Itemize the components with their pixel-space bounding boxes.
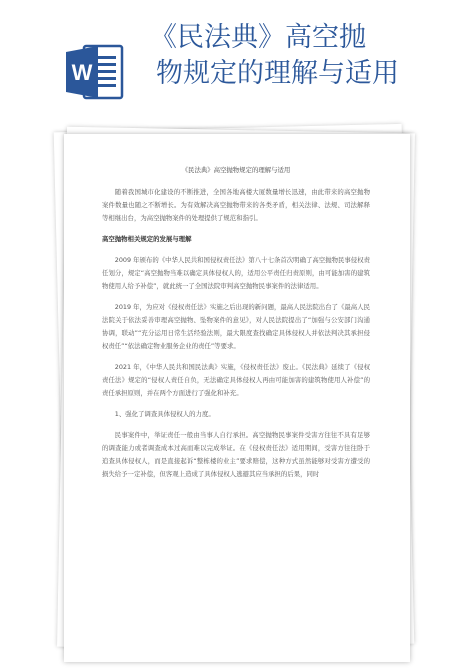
document-title: 《民法典》高空抛物规定的理解与适用 <box>181 166 291 174</box>
header-banner <box>0 0 474 118</box>
section-heading: 高空抛物相关规定的发展与理解 <box>102 235 192 243</box>
page-title <box>150 20 470 92</box>
paragraph-2009: 2009 年颁布的《中华人民共和国侵权责任法》第八十七条首次明确了高空抛物民事侵权责任划分，规定“高空抛物当难以确定具体侵权人的，适用公平责任归责原则，由可能加害的建筑物使用人给予补偿”，就此统一了全国法院审判高空抛物民事案件的法律适用。 <box>102 256 370 290</box>
page-title-line-2: 物规定的理解与适用 <box>156 58 399 89</box>
page-title-line-1: 《民法典》高空抛 <box>150 22 366 53</box>
numbered-item-1: 1、强化了调查具体侵权人的力度。 <box>114 410 215 418</box>
paragraph-burden-of-proof: 民事案件中，举证责任一般由当事人自行承担。高空抛物民事案件受害方往往不具有足够的调查能力或者调查成本过高而难以完成举证。在《侵权责任法》适用期间，受害方往往卧于追查具体侵权人，而是直接起诉“整栋楼的业主”要求赔偿，这种方式虽然能够对受害方遭受的损失给予一定补偿，但客观上造成了具体侵权人逃避其应当承担的后果，同时 <box>102 431 370 478</box>
intro-paragraph: 随着我国城市化建设的不断推进，全国各地高楼大厦数量增长迅速，由此带来的高空抛物案件数量也随之不断增长。为有效解决高空抛物带来的各类矛盾，相关法律、法规、司法解释等相继出台，为高空抛物案件的处理提供了规范和指引。 <box>102 188 370 222</box>
document-preview-page <box>64 134 410 662</box>
paragraph-2021: 2021 年，《中华人民共和国民法典》实施，《侵权责任法》废止。《民法典》延续了《侵权责任法》规定的“侵权人责任自负，无法确定具体侵权人再由可能加害的建筑物使用人补偿”的责任承担原则，并在两个方面进行了强化和补充。 <box>102 363 370 397</box>
word-document-icon <box>62 40 126 104</box>
word-icon-letter: W <box>71 60 93 85</box>
paragraph-2019: 2019 年，为应对《侵权责任法》实施之后出现的新问题，最高人民法院出台了《最高人民法院关于依法妥善审理高空抛物、坠物案件的意见》，对人民法院提出了“加强与公安部门沟通协调，联动”“充分运用日常生活经验法则，最大限度查找确定具体侵权人并依法判决其承担侵权责任”“依法确定物业服务企业的责任”等要求。 <box>102 303 370 350</box>
document-body <box>102 164 370 489</box>
